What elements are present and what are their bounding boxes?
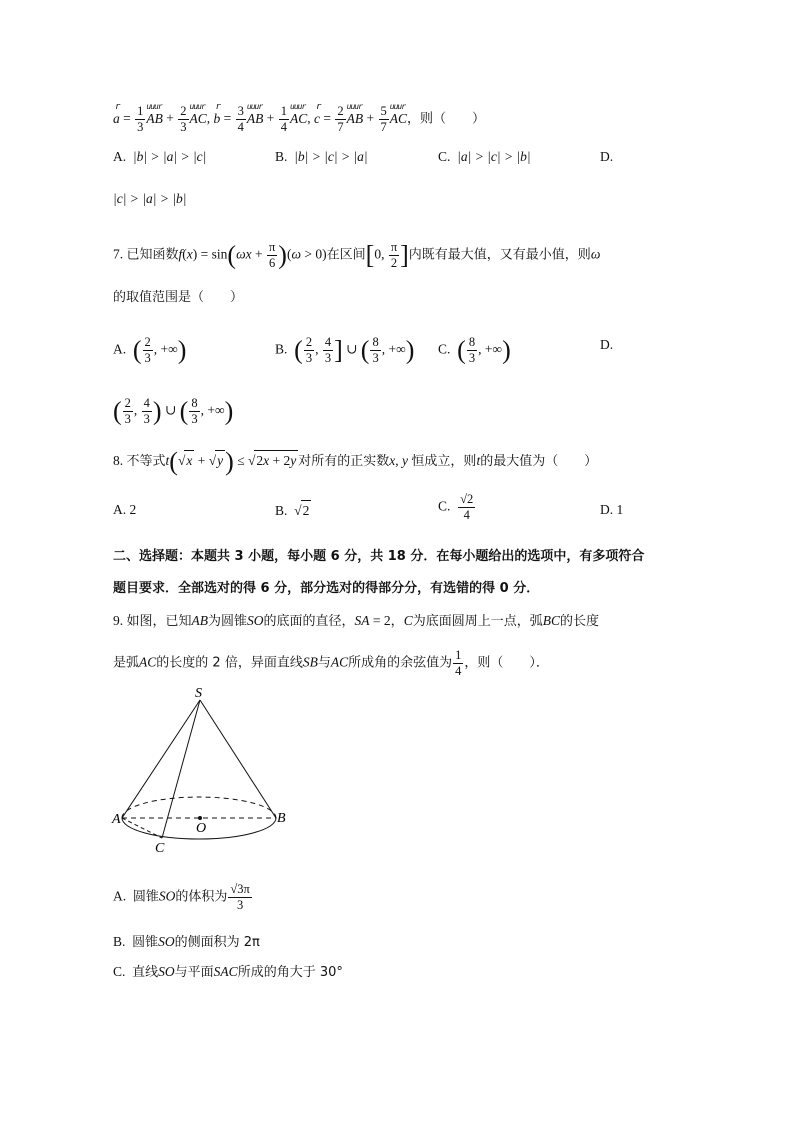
question-number: 9. — [113, 613, 124, 628]
q7-option-d-text: ( $\frac{2}{3}$ , $\frac{4}{3}$ ) ∪ ( $\frac{8}{3}$ , +∞) — [113, 396, 234, 426]
q6-option-d — [600, 147, 613, 167]
question-number: 8. — [113, 453, 124, 468]
cone-edge-sc — [162, 700, 200, 838]
label-b: B — [277, 811, 286, 826]
q8-option-d: D. 1 — [600, 502, 624, 517]
q8-option-a: A. 2 — [113, 502, 137, 517]
chord-ac — [122, 818, 162, 838]
q7-option-c: C. ( $\frac{8}{3}$ , +∞) — [438, 335, 511, 365]
cone-figure — [110, 680, 295, 860]
q8-stem: 8. 不等式t(√x + √y) ≤ √2x + 2y 对所有的正实数x, y 恒成立，则t的最大值为（ ） — [113, 446, 598, 476]
section-2-heading-line2: 题目要求．全部选对的得 6 分，部分选对的得部分分，有选错的得 0 分． — [113, 581, 540, 596]
base-ellipse-back — [122, 797, 276, 818]
q9-option-c: C. 直线SO与平面SAC所成的角大于 30° — [113, 964, 343, 980]
label-c: C — [155, 841, 165, 856]
section-2-heading-line1: 二、选择题：本题共 3 小题，每小题 6 分，共 18 分．在每小题给出的选项中，有多项符合 — [113, 549, 645, 564]
question-number: 7. — [113, 246, 124, 262]
q7-option-b: B. ( $\frac{2}{3}$ , $\frac{4}{3}$ ] ∪ ( $\frac{8}{3}$ , +∞) — [275, 335, 415, 365]
q6-option-a — [113, 147, 206, 167]
q8-option-b: B. √2 — [275, 500, 311, 521]
q7-stem-2: 的取值范围是（ ） — [113, 290, 244, 305]
q6-option-c-text: |a| > |c| > |b| — [457, 149, 531, 164]
q9-option-b: B. 圆锥SO的侧面积为 2π — [113, 934, 260, 950]
q6-option-b-text: |b| > |c| > |a| — [294, 149, 368, 164]
label-a: A — [112, 812, 121, 827]
option-label: A. — [113, 149, 127, 164]
option-label: C. — [438, 149, 451, 164]
option-label: B. — [275, 149, 288, 164]
q6-vector-definitions: r a = $\frac{1}{3}$ uuur AB + $\frac{2}{3}$ uuur AC, r b = $\frac{3}{4}$ uuur AB + $\frac{1}{4}$ uuur AC, r c = $\frac{2}{7}$ uuur AB + $\frac{5}{7}$ uuur AC，则（ ） — [113, 104, 485, 135]
label-o: O — [196, 821, 207, 836]
q9-stem-2: 是弧AC的长度的 2 倍，异面直线SB与AC所成角的余弦值为 $\frac{1}{4}$ ，则（ ）． — [113, 648, 549, 678]
q7-option-a: A. ( $\frac{2}{3}$ , +∞) — [113, 335, 187, 365]
q6-option-a-text: |b| > |a| > |c| — [132, 149, 207, 164]
q6-option-b — [275, 147, 368, 167]
q6-option-c — [438, 147, 531, 167]
label-s: S — [195, 686, 202, 701]
q7-option-d: D. — [600, 337, 614, 352]
q9-stem-1: 9. 如图，已知AB为圆锥SO的底面的直径，SA = 2，C为底面圆周上一点，弧BC的长度 — [113, 613, 599, 629]
q7-stem: 7. 已知函数f(x) = sin(ωx + $\frac{\pi}{6}$ )(ω > 0)在区间[0, $\frac{\pi}{2}$ ]内既有最大值，又有最小值，则ω — [113, 240, 601, 270]
q8-option-c: C. $\frac{√2}{4}$ — [438, 492, 474, 522]
q6-stem-tail: ，则（ ） — [407, 111, 486, 127]
option-label: D. — [600, 149, 614, 164]
cone-edge-sa — [122, 700, 200, 818]
cone-edge-sb — [200, 700, 276, 818]
center-point — [198, 816, 202, 820]
q9-option-a: A. 圆锥SO的体积为 $\frac{√3\pi}{3}$ — [113, 882, 250, 912]
q6-option-d-text: |c| > |a| > |b| — [113, 191, 187, 206]
